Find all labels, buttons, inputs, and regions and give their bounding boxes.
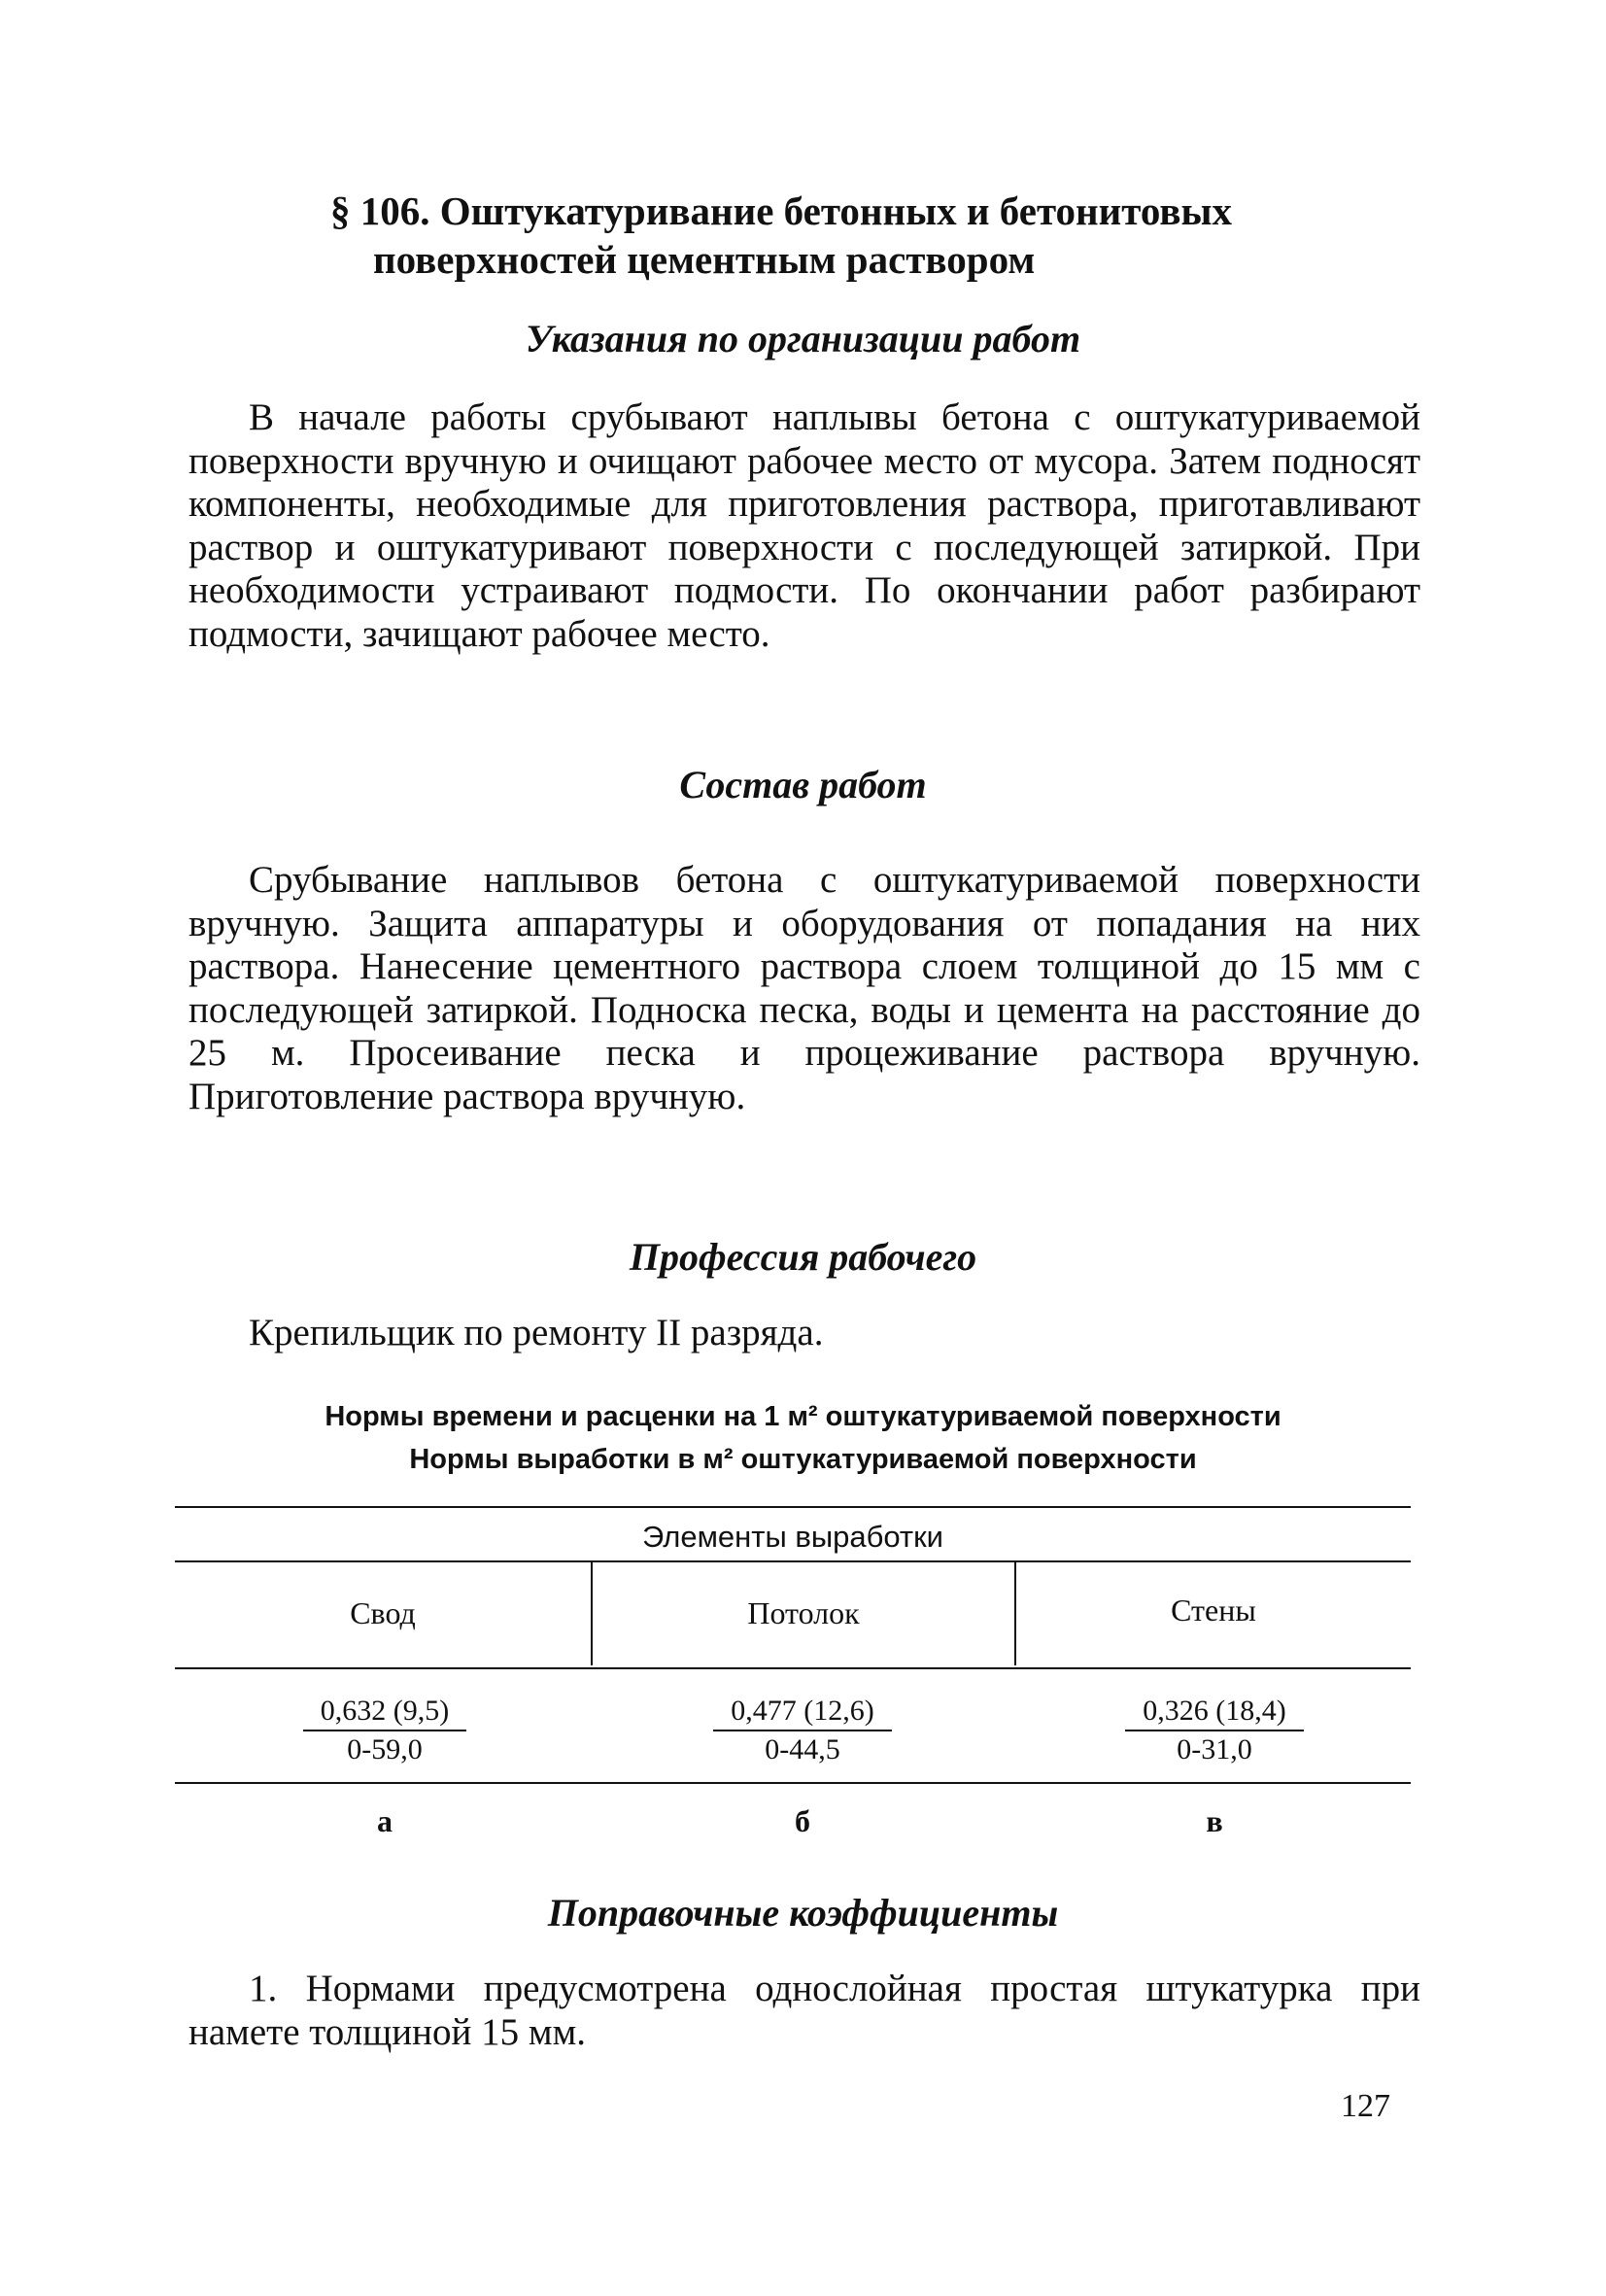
ceiling-time-norm: 0,477 (12,6) (713, 1695, 891, 1731)
composition-text: Срубывание наплывов бетона с оштукатуриваемой поверхности вручную. Защита аппаратуры и оборудования от попадания на них раствора. Нанесение цементного раствора слоем толщиной до 15 мм с последующей затиркой. Подноска песка, воды и цемента на расстояние до 25 м. Просеивание песка и процеживание раствора вручную. Приготовление раствора вручную. (188, 859, 1420, 1117)
table-cell-vault (249, 1695, 521, 1766)
table-rule-bottom (175, 1782, 1411, 1784)
table-col-header-walls: Стены (1171, 1593, 1256, 1628)
corrections-item-1: 1. Нормами предусмотрена однослойная простая штукатурка при намете толщиной 15 мм. (188, 1968, 1420, 2053)
table-col-header-ceiling: Потолок (747, 1595, 860, 1630)
table-rule-header (175, 1667, 1411, 1669)
profession-text: Крепильщик по ремонту II разряда. (249, 1312, 824, 1354)
walls-time-norm: 0,326 (18,4) (1125, 1695, 1303, 1731)
organization-text: В начале работы срубывают наплывы бетона с оштукатуриваемой поверхности вручную и очищают рабочее место от мусора. Затем подносят компоненты, необходимые для приготовления раствора, приготавливают раствор и оштукатуривают поверхности с последующей затиркой. При необходимости устраивают подмости. По окончании работ разбирают подмости, зачищают рабочее место. (188, 396, 1420, 655)
ceiling-rate: 0-44,5 (765, 1733, 840, 1765)
table-col-header-vault: Свод (350, 1595, 416, 1630)
column-letter-b: б (795, 1803, 810, 1838)
section-title-line1: § 106. Оштукатуривание бетонных и бетонитовых (330, 188, 1233, 233)
walls-rate: 0-31,0 (1177, 1733, 1252, 1765)
table-cell-ceiling (666, 1695, 939, 1766)
table-group-header: Элементы выработки (642, 1520, 943, 1554)
section-title (330, 187, 1399, 284)
organization-heading: Указания по организации работ (525, 317, 1081, 360)
page-number: 127 (1341, 2088, 1390, 2124)
vault-rate: 0-59,0 (347, 1733, 423, 1765)
profession-heading: Профессия рабочего (629, 1235, 977, 1279)
table-rule-top (175, 1506, 1411, 1508)
table-caption-line2: Нормы выработки в м² оштукатуриваемой поверхности (409, 1444, 1197, 1475)
vault-time-norm: 0,632 (9,5) (303, 1695, 466, 1731)
section-title-line2: поверхностей цементным раствором (373, 237, 1036, 282)
table-caption-line1: Нормы времени и расценки на 1 м² оштукатуриваемой поверхности (325, 1401, 1281, 1432)
table-cell-walls (1078, 1695, 1350, 1766)
table-rule-group (175, 1560, 1411, 1562)
composition-heading: Состав работ (679, 763, 927, 806)
column-letter-v: в (1206, 1803, 1223, 1838)
corrections-heading: Поправочные коэффициенты (547, 1891, 1059, 1935)
column-letter-a: а (377, 1803, 393, 1838)
